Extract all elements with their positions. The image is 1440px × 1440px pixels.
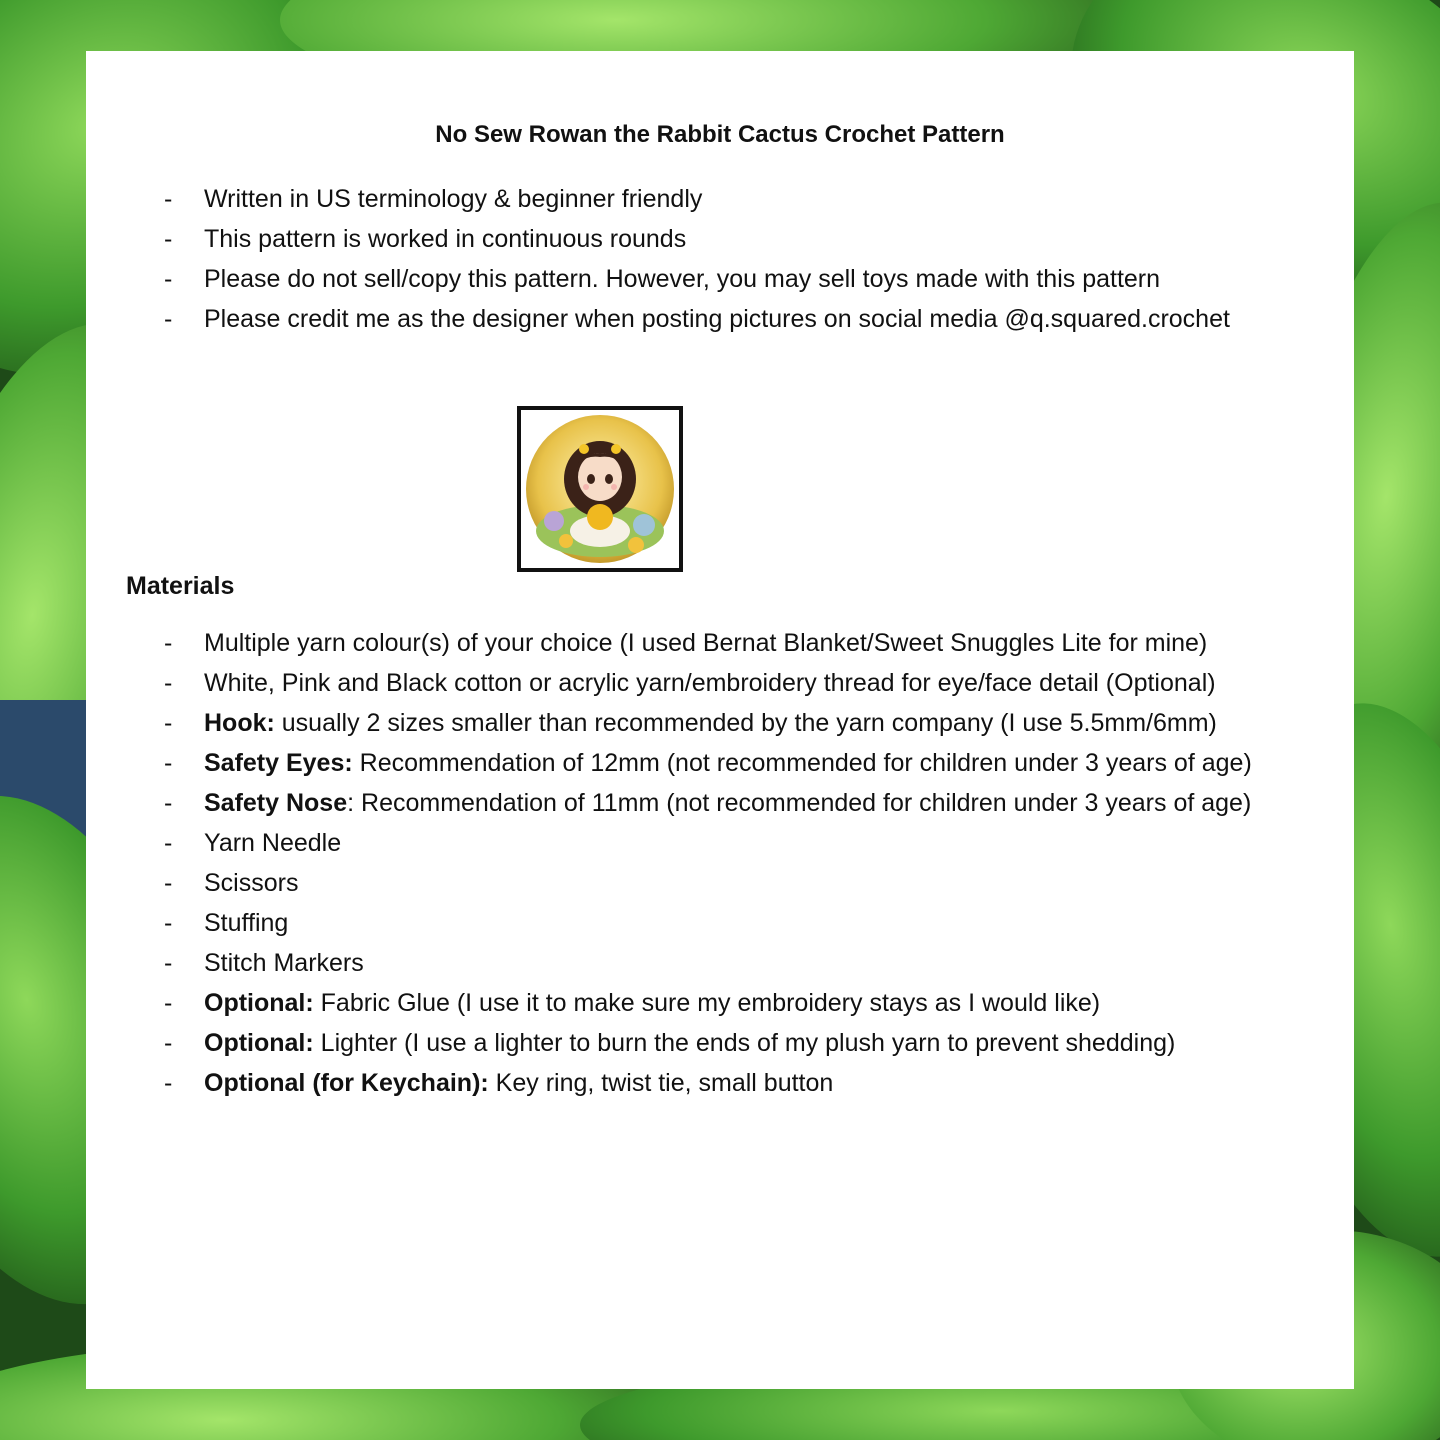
materials-item-label: Optional (for Keychain):: [204, 1069, 489, 1097]
bullet-dash: -: [164, 669, 173, 697]
materials-item-text: Key ring, twist tie, small button: [488, 1069, 834, 1097]
materials-item: [86, 1063, 1284, 1103]
bullet-dash: -: [164, 829, 173, 857]
materials-item-label: Safety Nose: [204, 789, 348, 817]
materials-item-text: Scissors: [204, 869, 299, 897]
materials-item-text: Stitch Markers: [204, 949, 364, 977]
materials-item: [86, 823, 1284, 863]
bullet-dash: -: [164, 265, 173, 293]
intro-item: [86, 259, 1284, 299]
materials-item-text: Fabric Glue (I use it to make sure my embroidery stays as I would like): [313, 989, 1101, 1017]
materials-item: [86, 783, 1284, 823]
materials-item: [86, 703, 1284, 743]
materials-item: [86, 743, 1284, 783]
materials-heading: Materials: [126, 572, 235, 600]
bullet-dash: -: [164, 629, 173, 657]
materials-item: [86, 623, 1284, 663]
materials-item-text: Lighter (I use a lighter to burn the ends of my plush yarn to prevent shedding): [313, 1029, 1176, 1057]
intro-text: Please do not sell/copy this pattern. However, you may sell toys made with this pattern: [204, 265, 1161, 293]
intro-item: [86, 219, 1284, 259]
materials-item-label: Safety Eyes:: [204, 749, 353, 777]
materials-item: [86, 903, 1284, 943]
materials-item-label: Optional:: [204, 1029, 314, 1057]
materials-item-text: usually 2 sizes smaller than recommended by the yarn company (I use 5.5mm/6mm): [274, 709, 1217, 737]
bullet-dash: -: [164, 749, 173, 777]
bullet-dash: -: [164, 709, 173, 737]
designer-logo: [517, 406, 683, 572]
pattern-page: [86, 51, 1354, 1389]
bullet-dash: -: [164, 305, 173, 333]
bullet-dash: -: [164, 225, 173, 253]
bullet-dash: -: [164, 185, 173, 213]
bullet-dash: -: [164, 789, 173, 817]
intro-item: [86, 179, 1284, 219]
designer-avatar-logo-icon: [524, 413, 676, 565]
materials-item: [86, 863, 1284, 903]
page-title: No Sew Rowan the Rabbit Cactus Crochet Pattern: [435, 121, 1005, 148]
materials-item-text: Yarn Needle: [204, 829, 342, 857]
materials-item: [86, 663, 1284, 703]
bullet-dash: -: [164, 1029, 173, 1057]
bullet-dash: -: [164, 909, 173, 937]
materials-item: [86, 983, 1284, 1023]
materials-list: [86, 623, 1284, 1103]
intro-item: [86, 299, 1284, 339]
bullet-dash: -: [164, 1069, 173, 1097]
materials-item-text: Stuffing: [204, 909, 289, 937]
materials-item-text: : Recommendation of 11mm (not recommended for children under 3 years of age): [347, 789, 1252, 817]
bullet-dash: -: [164, 989, 173, 1017]
materials-item: [86, 943, 1284, 983]
materials-item-text: Recommendation of 12mm (not recommended for children under 3 years of age): [352, 749, 1252, 777]
bullet-dash: -: [164, 949, 173, 977]
materials-item-label: Optional:: [204, 989, 314, 1017]
intro-text: Please credit me as the designer when posting pictures on social media @q.squared.crochet: [204, 305, 1230, 333]
bullet-dash: -: [164, 869, 173, 897]
materials-item: [86, 1023, 1284, 1063]
intro-text: Written in US terminology & beginner friendly: [204, 185, 703, 213]
materials-item-text: White, Pink and Black cotton or acrylic yarn/embroidery thread for eye/face detail (Optional): [204, 669, 1216, 697]
materials-item-text: Multiple yarn colour(s) of your choice (I used Bernat Blanket/Sweet Snuggles Lite for mine): [204, 629, 1208, 657]
intro-list: [86, 179, 1284, 339]
intro-text: This pattern is worked in continuous rounds: [204, 225, 687, 253]
materials-item-label: Hook:: [204, 709, 275, 737]
